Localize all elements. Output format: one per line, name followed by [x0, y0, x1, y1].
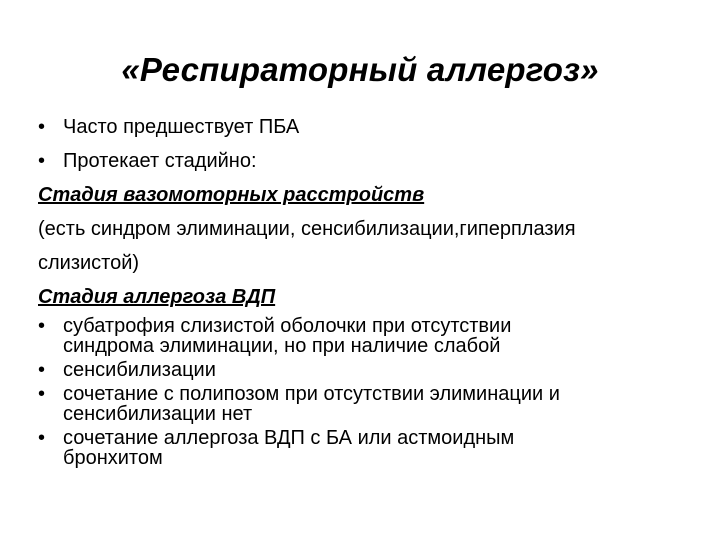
- slide-body: [38, 110, 698, 470]
- slide-title: «Респираторный аллергоз»: [121, 51, 599, 88]
- stage-description-line: слизистой): [38, 252, 140, 274]
- bullet-icon: •: [38, 427, 46, 449]
- list-item: [38, 358, 698, 382]
- bullet-icon: •: [38, 359, 46, 381]
- list-item: [38, 144, 698, 178]
- list-item: [38, 426, 698, 470]
- list-item-line: сенсибилизации: [63, 359, 216, 381]
- bullet-icon: •: [38, 150, 46, 172]
- list-item-text: [63, 360, 698, 380]
- bullet-icon: •: [38, 383, 46, 405]
- list-item-text: [63, 316, 698, 356]
- list-item-line: бронхитом: [63, 447, 163, 469]
- list-item-line: сочетание с полипозом при отсутствии элиминации и: [63, 383, 560, 405]
- list-item-text: [63, 428, 698, 468]
- list-item-text: Часто предшествует ПБА: [63, 116, 300, 138]
- list-item-line: субатрофия слизистой оболочки при отсутствии: [63, 315, 512, 337]
- list-item-text: [63, 384, 698, 424]
- stage-heading-vasomotor: Стадия вазомоторных расстройств: [38, 184, 425, 206]
- list-item: [38, 110, 698, 144]
- stage-description-line: (есть синдром элиминации, сенсибилизации,гиперплазия: [38, 218, 576, 240]
- bullet-icon: •: [38, 315, 46, 337]
- list-item: [38, 314, 698, 358]
- list-item-line: сочетание аллергоза ВДП с БА или астмоидным: [63, 427, 515, 449]
- list-item: [38, 382, 698, 426]
- list-item-line: синдрома элиминации, но при наличие слабой: [63, 335, 501, 357]
- stage-heading-allergosis: Стадия аллергоза ВДП: [38, 286, 276, 308]
- bullet-icon: •: [38, 116, 46, 138]
- list-item-text: Протекает стадийно:: [63, 150, 257, 172]
- list-item-line: сенсибилизации нет: [63, 403, 253, 425]
